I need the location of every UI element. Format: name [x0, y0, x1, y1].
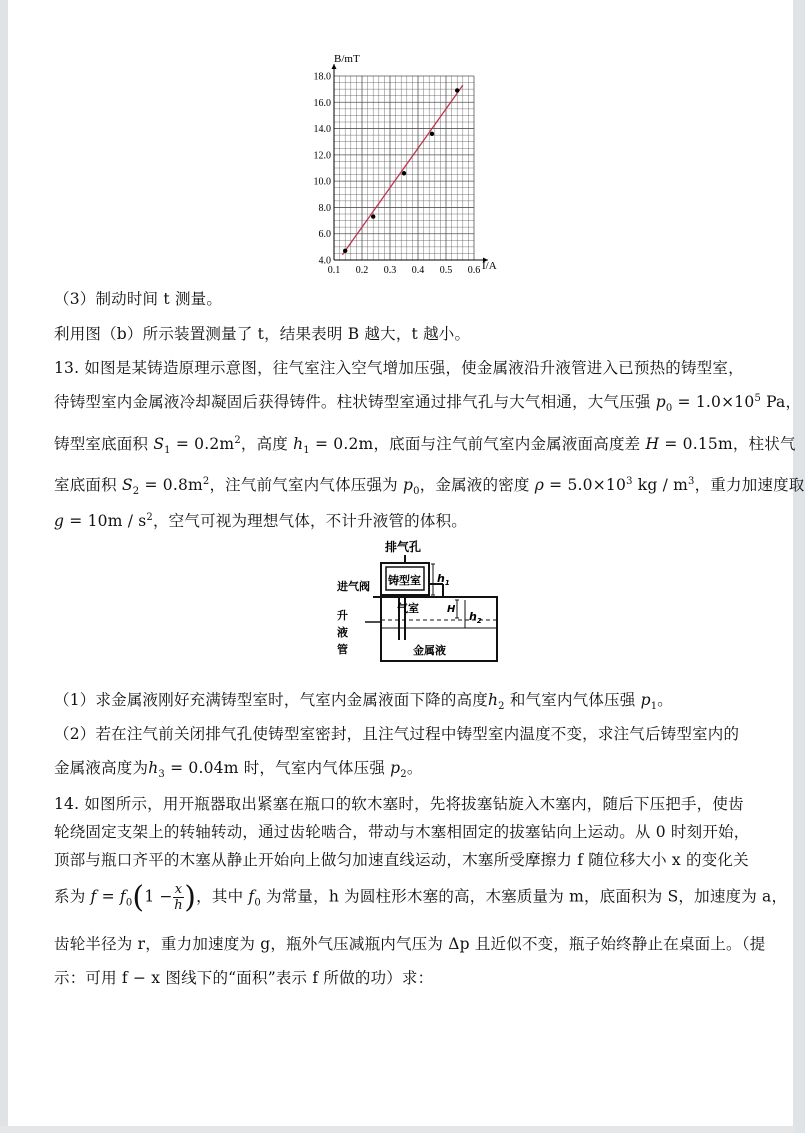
y-tick-label: 4.0	[318, 255, 331, 267]
x-tick-label: 0.2	[355, 265, 369, 276]
label-H: H	[447, 604, 456, 615]
y-tick-label: 6.0	[318, 229, 331, 241]
q14-line2: 轮绕固定支架上的转轴转动，通过齿轮啮合，带动与木塞相固定的拔塞钻向上运动。从 0 时刻开始，	[54, 823, 750, 841]
data-point	[402, 171, 406, 175]
q12-part3: （3）制动时间 t 测量。	[54, 290, 223, 308]
y-tick-label: 8.0	[318, 202, 331, 214]
q13-line2: 待铸型室内金属液冷却凝固后获得铸件。柱状铸型室通过排气孔与大气相通，大气压强 $p_0 = 1.0\times 10^5$ Pa，	[54, 392, 802, 415]
label-riser-2: 液	[337, 626, 348, 639]
data-point	[430, 132, 434, 136]
label-air-room: 气室	[397, 602, 419, 615]
chart-axes	[332, 64, 489, 263]
y-tick-label: 16.0	[313, 97, 331, 109]
fraction-x-over-h: $\frac{x}{h}$	[174, 882, 183, 913]
y-tick-label: 14.0	[313, 124, 331, 136]
q13-line3: 铸型室底面积 $S_1 = 0.2m^2$，高度 $h_1 = 0.2m$，底面与注气前气室内金属液面高度差 H = 0.15m，柱状气	[54, 434, 796, 457]
x-tick-label: 0.1	[327, 265, 341, 276]
fit-line	[342, 85, 462, 255]
y-tick-label: 10.0	[313, 176, 331, 188]
label-riser-3: 管	[337, 643, 348, 656]
q13-sub1: （1）求金属液刚好充满铸型室时，气室内金属液面下降的高度$h_2$ 和气室内气体压强 $p_1$。	[54, 691, 673, 713]
y-tick-label: 12.0	[313, 150, 331, 162]
b-i-chart	[296, 50, 496, 282]
data-point	[455, 88, 459, 92]
exam-page	[8, 0, 805, 1126]
label-cast-room: 铸型室	[388, 574, 421, 587]
x-tick-label: 0.4	[411, 265, 425, 276]
label-exhaust: 排气孔	[385, 540, 422, 554]
x-tick-label: 0.3	[383, 265, 397, 276]
y-axis-label: B/mT	[334, 53, 360, 65]
q13-line4: 室底面积 $S_2 = 0.8m^2$，注气前气室内气体压强为 $p_0$，金属液的密度 $\rho = 5.0\times 10^3$ kg / $m^3$，重力加速度取	[54, 475, 805, 498]
q13-sub2-line2: 金属液高度为$h_3 = 0.04m$ 时，气室内气体压强 $p_2$。	[54, 759, 423, 781]
label-h1: $h_1$	[437, 572, 450, 587]
data-point	[343, 249, 347, 253]
q14-line6: 示：可用 f − x 图线下的“面积”表示 f 所做的功）求：	[54, 969, 434, 987]
label-h2: $h_2$	[469, 610, 482, 625]
x-axis-label: I/A	[482, 260, 497, 272]
q14-line4: 系为 $f = f_0(1$ − $\frac{x}{h}$ )，其中 $f_0$ 为常量，h 为圆柱形木塞的高，木塞质量为 m，底面积为 S，加速度为 a，	[54, 880, 788, 915]
x-tick-label: 0.5	[439, 265, 453, 276]
x-tick-label: 0.6	[467, 265, 481, 276]
casting-diagram	[333, 540, 493, 665]
bottom-bar	[0, 1126, 795, 1133]
label-metal: 金属液	[413, 644, 446, 657]
q13-line1: 13. 如图是某铸造原理示意图，往气室注入空气增加压强，使金属液沿升液管进入已预热的铸型室，	[54, 359, 744, 377]
q14-line3: 顶部与瓶口齐平的木塞从静止开始向上做匀加速直线运动，木塞所受摩擦力 f 随位移大小 x 的变化关	[54, 851, 749, 869]
label-inlet: 进气阀	[337, 580, 370, 593]
q13-line5: $g = 10m / s^2$，空气可视为理想气体，不计升液管的体积。	[54, 511, 467, 530]
q14-line1: 14. 如图所示，用开瓶器取出紧塞在瓶口的软木塞时，先将拔塞钻旋入木塞内，随后下压把手，使齿	[54, 795, 744, 813]
data-point	[371, 214, 375, 218]
q14-line5: 齿轮半径为 r，重力加速度为 g，瓶外气压减瓶内气压为 Δp 且近似不变，瓶子始终静止在桌面上。（提	[54, 935, 766, 953]
chart-fit-line	[342, 85, 462, 255]
label-riser-1: 升	[337, 609, 348, 622]
y-tick-label: 18.0	[313, 71, 331, 83]
q13-sub2-line1: （2）若在注气前关闭排气孔使铸型室密封，且注气过程中铸型室内温度不变，求注气后铸型室内的	[54, 725, 740, 743]
q12-conclusion: 利用图（b）所示装置测量了 t，结果表明 B 越大，t 越小。	[54, 325, 471, 343]
